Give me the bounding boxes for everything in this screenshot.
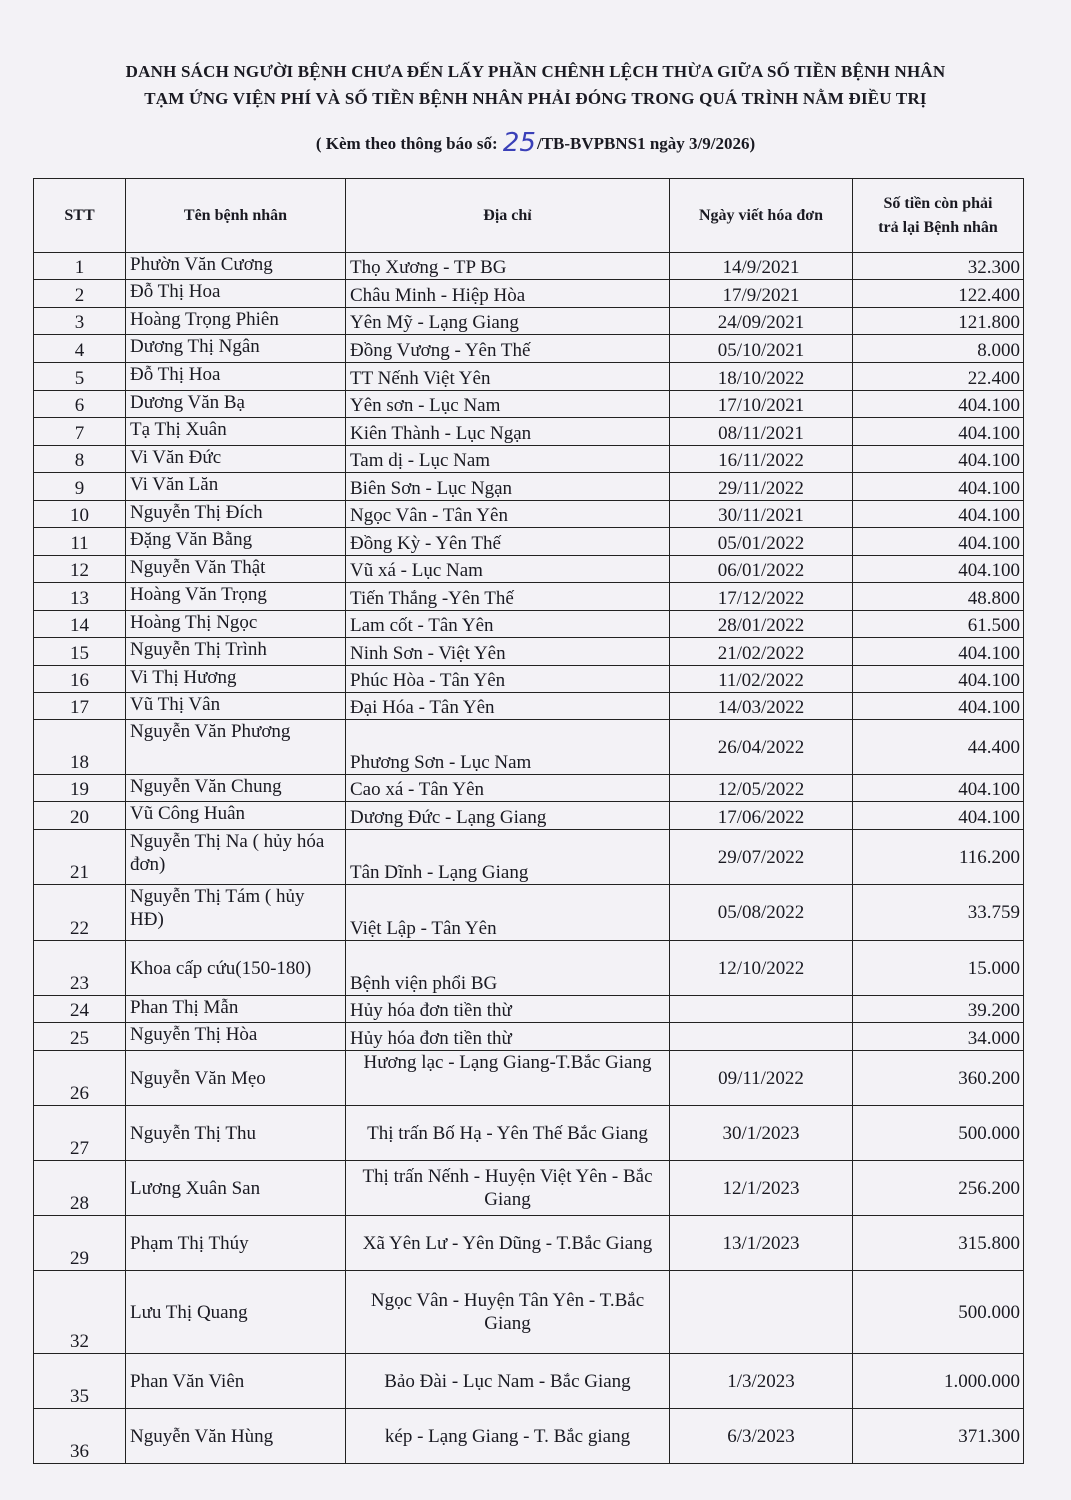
cell-stt: 19 [34, 775, 126, 802]
cell-date: 6/3/2023 [670, 1409, 853, 1464]
title-line-1: DANH SÁCH NGƯỜI BỆNH CHƯA ĐẾN LẤY PHẦN CHÊNH LỆCH THỪA GIỮA SỐ TIỀN BỆNH NHÂN [125, 62, 946, 81]
cell-name: Lưu Thị Quang [126, 1271, 346, 1354]
cell-date: 29/11/2022 [670, 473, 853, 501]
table-row [34, 666, 1024, 693]
cell-stt: 20 [34, 802, 126, 830]
cell-name: Nguyễn Thị Trình [126, 638, 346, 666]
cell-name: Vũ Thị Vân [126, 693, 346, 720]
cell-stt: 2 [34, 280, 126, 308]
cell-amount: 61.500 [853, 611, 1024, 638]
cell-amount: 33.759 [853, 885, 1024, 941]
cell-date [670, 1023, 853, 1051]
cell-date: 1/3/2023 [670, 1354, 853, 1409]
cell-stt: 35 [34, 1354, 126, 1409]
table-row [34, 473, 1024, 501]
cell-address: Đồng Vương - Yên Thế [346, 335, 670, 363]
table-row [34, 391, 1024, 418]
cell-name: Nguyễn Văn Mẹo [126, 1051, 346, 1106]
table-row [34, 501, 1024, 528]
table-row [34, 693, 1024, 720]
cell-address: Châu Minh - Hiệp Hòa [346, 280, 670, 308]
cell-date: 13/1/2023 [670, 1216, 853, 1271]
cell-name: Phan Văn Viên [126, 1354, 346, 1409]
cell-stt: 27 [34, 1106, 126, 1161]
cell-address: Hương lạc - Lạng Giang-T.Bắc Giang [346, 1051, 670, 1106]
cell-address: Yên Mỹ - Lạng Giang [346, 308, 670, 335]
cell-name: Nguyễn Văn Phương [126, 720, 346, 775]
table-row [34, 528, 1024, 556]
cell-amount: 32.300 [853, 253, 1024, 280]
cell-date: 17/06/2022 [670, 802, 853, 830]
cell-stt: 5 [34, 363, 126, 391]
cell-address: Kiên Thành - Lục Ngạn [346, 418, 670, 446]
cell-amount: 121.800 [853, 308, 1024, 335]
header-amount [853, 179, 1024, 253]
subtitle-prefix: ( Kèm theo thông báo số: [315, 134, 502, 153]
cell-amount: 404.100 [853, 446, 1024, 473]
cell-address: TT Nếnh Việt Yên [346, 363, 670, 391]
cell-date: 05/01/2022 [670, 528, 853, 556]
cell-name: Khoa cấp cứu(150-180) [126, 941, 346, 996]
cell-amount: 404.100 [853, 775, 1024, 802]
cell-date: 28/01/2022 [670, 611, 853, 638]
cell-stt: 3 [34, 308, 126, 335]
cell-address: Cao xá - Tân Yên [346, 775, 670, 802]
cell-date: 24/09/2021 [670, 308, 853, 335]
table-row [34, 1216, 1024, 1271]
cell-address: Tiến Thắng -Yên Thế [346, 583, 670, 611]
cell-name: Hoàng Thị Ngọc [126, 611, 346, 638]
cell-amount: 15.000 [853, 941, 1024, 996]
cell-address: Thọ Xương - TP BG [346, 253, 670, 280]
table-row [34, 802, 1024, 830]
cell-amount: 371.300 [853, 1409, 1024, 1464]
cell-name: Nguyễn Văn Thật [126, 556, 346, 583]
cell-amount: 44.400 [853, 720, 1024, 775]
cell-name: Nguyễn Thị Hòa [126, 1023, 346, 1051]
table-row [34, 446, 1024, 473]
cell-stt: 13 [34, 583, 126, 611]
cell-date: 17/10/2021 [670, 391, 853, 418]
cell-stt: 18 [34, 720, 126, 775]
cell-date: 08/11/2021 [670, 418, 853, 446]
cell-address: Bảo Đài - Lục Nam - Bắc Giang [346, 1354, 670, 1409]
cell-address: Lam cốt - Tân Yên [346, 611, 670, 638]
cell-date: 11/02/2022 [670, 666, 853, 693]
cell-amount: 256.200 [853, 1161, 1024, 1216]
cell-address: Hủy hóa đơn tiền thừ [346, 996, 670, 1023]
cell-amount: 404.100 [853, 391, 1024, 418]
header-amount-line-2: trả lại Bệnh nhân [878, 218, 998, 236]
cell-address: Ninh Sơn - Việt Yên [346, 638, 670, 666]
header-address: Địa chỉ [346, 179, 670, 253]
cell-address: Tân Dĩnh - Lạng Giang [346, 830, 670, 885]
cell-amount: 122.400 [853, 280, 1024, 308]
cell-stt: 23 [34, 941, 126, 996]
cell-amount: 404.100 [853, 666, 1024, 693]
cell-amount: 8.000 [853, 335, 1024, 363]
table-row [34, 611, 1024, 638]
table-row [34, 1354, 1024, 1409]
cell-amount: 404.100 [853, 473, 1024, 501]
table-row [34, 1409, 1024, 1464]
cell-date: 26/04/2022 [670, 720, 853, 775]
cell-date [670, 1271, 853, 1354]
cell-stt: 8 [34, 446, 126, 473]
cell-stt: 14 [34, 611, 126, 638]
cell-date: 12/10/2022 [670, 941, 853, 996]
cell-name: Nguyễn Thị Tám ( hủy HĐ) [126, 885, 346, 941]
cell-amount: 404.100 [853, 501, 1024, 528]
cell-date: 29/07/2022 [670, 830, 853, 885]
cell-name: Nguyễn Thị Thu [126, 1106, 346, 1161]
cell-amount: 1.000.000 [853, 1354, 1024, 1409]
cell-name: Dương Văn Bạ [126, 391, 346, 418]
cell-name: Vũ Công Huân [126, 802, 346, 830]
cell-name: Vi Văn Đức [126, 446, 346, 473]
cell-date: 05/08/2022 [670, 885, 853, 941]
cell-date: 21/02/2022 [670, 638, 853, 666]
table-row [34, 335, 1024, 363]
cell-stt: 4 [34, 335, 126, 363]
table-row [34, 941, 1024, 996]
cell-address: Ngọc Vân - Tân Yên [346, 501, 670, 528]
cell-date: 16/11/2022 [670, 446, 853, 473]
cell-amount: 34.000 [853, 1023, 1024, 1051]
cell-name: Tạ Thị Xuân [126, 418, 346, 446]
cell-name: Vi Thị Hương [126, 666, 346, 693]
patient-table [33, 178, 1024, 1464]
header-date: Ngày viết hóa đơn [670, 179, 853, 253]
cell-stt: 6 [34, 391, 126, 418]
cell-address: Việt Lập - Tân Yên [346, 885, 670, 941]
cell-stt: 16 [34, 666, 126, 693]
cell-name: Phườn Văn Cương [126, 253, 346, 280]
table-row [34, 253, 1024, 280]
cell-amount: 404.100 [853, 528, 1024, 556]
table-row [34, 308, 1024, 335]
cell-stt: 26 [34, 1051, 126, 1106]
cell-name: Phạm Thị Thúy [126, 1216, 346, 1271]
table-header-row [34, 179, 1024, 253]
cell-name: Dương Thị Ngân [126, 335, 346, 363]
cell-date: 17/12/2022 [670, 583, 853, 611]
cell-amount: 404.100 [853, 418, 1024, 446]
table-row [34, 996, 1024, 1023]
cell-amount: 500.000 [853, 1106, 1024, 1161]
cell-address: Dương Đức - Lạng Giang [346, 802, 670, 830]
table-body [34, 253, 1024, 1464]
cell-address: Hủy hóa đơn tiền thừ [346, 1023, 670, 1051]
cell-stt: 32 [34, 1271, 126, 1354]
cell-amount: 404.100 [853, 638, 1024, 666]
cell-amount: 48.800 [853, 583, 1024, 611]
cell-address: Tam dị - Lục Nam [346, 446, 670, 473]
cell-date: 14/03/2022 [670, 693, 853, 720]
cell-date: 12/1/2023 [670, 1161, 853, 1216]
table-row [34, 830, 1024, 885]
cell-amount: 404.100 [853, 556, 1024, 583]
cell-stt: 11 [34, 528, 126, 556]
handwritten-number: 25 [502, 128, 536, 158]
cell-address: Biên Sơn - Lục Ngạn [346, 473, 670, 501]
table-row [34, 1271, 1024, 1354]
header-stt: STT [34, 179, 126, 253]
cell-date [670, 996, 853, 1023]
cell-date: 30/11/2021 [670, 501, 853, 528]
cell-address: Ngọc Vân - Huyện Tân Yên - T.Bắc Giang [346, 1271, 670, 1354]
cell-amount: 360.200 [853, 1051, 1024, 1106]
cell-stt: 28 [34, 1161, 126, 1216]
cell-date: 09/11/2022 [670, 1051, 853, 1106]
cell-address: Thị trấn Bố Hạ - Yên Thế Bắc Giang [346, 1106, 670, 1161]
table-row [34, 1051, 1024, 1106]
cell-stt: 9 [34, 473, 126, 501]
cell-date: 30/1/2023 [670, 1106, 853, 1161]
cell-address: Vũ xá - Lục Nam [346, 556, 670, 583]
cell-amount: 500.000 [853, 1271, 1024, 1354]
cell-address: Đại Hóa - Tân Yên [346, 693, 670, 720]
table-row [34, 418, 1024, 446]
cell-name: Hoàng Trọng Phiên [126, 308, 346, 335]
cell-stt: 24 [34, 996, 126, 1023]
cell-name: Hoàng Văn Trọng [126, 583, 346, 611]
cell-stt: 21 [34, 830, 126, 885]
table-row [34, 1161, 1024, 1216]
table-row [34, 556, 1024, 583]
cell-amount: 39.200 [853, 996, 1024, 1023]
cell-name: Nguyễn Văn Chung [126, 775, 346, 802]
cell-date: 18/10/2022 [670, 363, 853, 391]
table-row [34, 363, 1024, 391]
cell-stt: 10 [34, 501, 126, 528]
cell-stt: 15 [34, 638, 126, 666]
cell-amount: 22.400 [853, 363, 1024, 391]
cell-stt: 22 [34, 885, 126, 941]
cell-stt: 12 [34, 556, 126, 583]
cell-date: 12/05/2022 [670, 775, 853, 802]
cell-amount: 404.100 [853, 802, 1024, 830]
cell-address: Phúc Hòa - Tân Yên [346, 666, 670, 693]
table-row [34, 1023, 1024, 1051]
cell-name: Nguyễn Thị Na ( hủy hóa đơn) [126, 830, 346, 885]
cell-amount: 116.200 [853, 830, 1024, 885]
cell-stt: 36 [34, 1409, 126, 1464]
cell-amount: 404.100 [853, 693, 1024, 720]
header-amount-line-1: Số tiền còn phải [883, 194, 993, 212]
cell-address: kép - Lạng Giang - T. Bắc giang [346, 1409, 670, 1464]
cell-name: Đặng Văn Bằng [126, 528, 346, 556]
table-row [34, 885, 1024, 941]
table-row [34, 638, 1024, 666]
table-row [34, 280, 1024, 308]
cell-address: Thị trấn Nếnh - Huyện Việt Yên - Bắc Giang [346, 1161, 670, 1216]
cell-date: 17/9/2021 [670, 280, 853, 308]
cell-name: Phan Thị Mẫn [126, 996, 346, 1023]
title-line-2: TẠM ỨNG VIỆN PHÍ VÀ SỐ TIỀN BỆNH NHÂN PHẢI ĐÓNG TRONG QUÁ TRÌNH NẰM ĐIỀU TRỊ [144, 89, 927, 108]
cell-name: Nguyễn Thị Đích [126, 501, 346, 528]
cell-address: Phương Sơn - Lục Nam [346, 720, 670, 775]
cell-address: Bệnh viện phổi BG [346, 941, 670, 996]
cell-stt: 25 [34, 1023, 126, 1051]
cell-address: Yên sơn - Lục Nam [346, 391, 670, 418]
cell-name: Lương Xuân San [126, 1161, 346, 1216]
cell-stt: 29 [34, 1216, 126, 1271]
table-row [34, 775, 1024, 802]
cell-date: 06/01/2022 [670, 556, 853, 583]
cell-stt: 1 [34, 253, 126, 280]
table-row [34, 1106, 1024, 1161]
cell-date: 05/10/2021 [670, 335, 853, 363]
cell-name: Đỗ Thị Hoa [126, 363, 346, 391]
cell-name: Vi Văn Lăn [126, 473, 346, 501]
subtitle-suffix: /TB-BVPBNS1 ngày 3/9/2026) [536, 134, 756, 153]
cell-stt: 7 [34, 418, 126, 446]
table-row [34, 583, 1024, 611]
cell-amount: 315.800 [853, 1216, 1024, 1271]
cell-date: 14/9/2021 [670, 253, 853, 280]
header-name: Tên bệnh nhân [126, 179, 346, 253]
cell-stt: 17 [34, 693, 126, 720]
subtitle [0, 128, 1071, 158]
cell-name: Đỗ Thị Hoa [126, 280, 346, 308]
cell-name: Nguyễn Văn Hùng [126, 1409, 346, 1464]
cell-address: Đồng Kỳ - Yên Thế [346, 528, 670, 556]
table-row [34, 720, 1024, 775]
cell-address: Xã Yên Lư - Yên Dũng - T.Bắc Giang [346, 1216, 670, 1271]
